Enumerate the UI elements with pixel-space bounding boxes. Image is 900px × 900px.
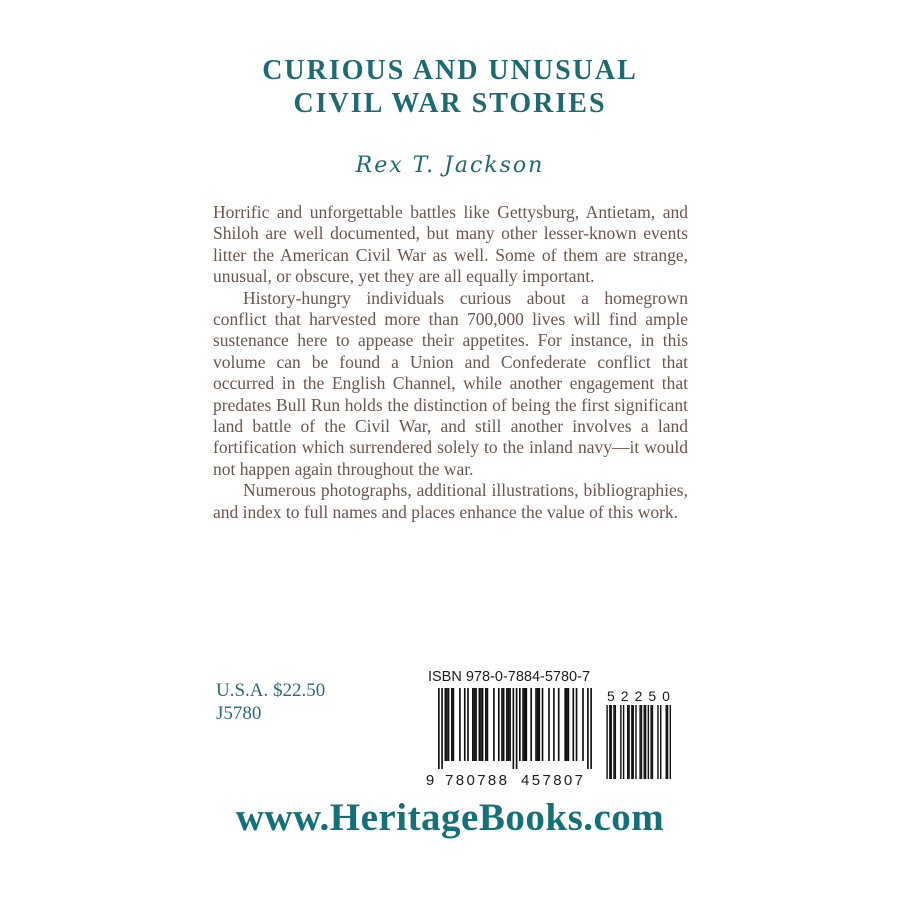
author-name: Rex T. Jackson xyxy=(355,153,545,178)
ean13-barcode-icon xyxy=(424,688,594,790)
barcode-block xyxy=(424,668,676,790)
barcode-supplement xyxy=(601,688,676,781)
synopsis-text xyxy=(213,202,688,523)
price-block xyxy=(216,679,325,725)
supplement-digits-label: 52250 xyxy=(607,688,676,704)
ean5-barcode-icon xyxy=(605,705,671,781)
isbn-label: ISBN 978-0-7884-5780-7 xyxy=(427,669,591,685)
catalog-number: J5780 xyxy=(216,703,262,724)
book-title xyxy=(0,54,900,120)
barcode-human-digits: 780788 xyxy=(445,772,507,789)
barcode-human-digits: 9 xyxy=(425,772,435,789)
price-label: U.S.A. $22.50 xyxy=(216,680,326,701)
barcode-bars-row xyxy=(424,688,676,790)
synopsis-paragraph: History-hungry individuals curious about a homegrown conflict that harvested more than 700,000 lives will find ample sustenance here to appease their appetites. For instance, in this volume can be found a Union and Confederate conflict that occurred in the English Channel, while another engagement that predates Bull Run holds the distinction of being the first significant land battle of the Civil War, and still another involves a land fortification which surrendered solely to the inland navy—it would not happen again throughout the war. xyxy=(213,287,688,479)
book-title-line-1: CURIOUS AND UNUSUAL xyxy=(262,55,638,86)
book-title-line-2: CIVIL WAR STORIES xyxy=(293,88,607,119)
publisher-website: www.HeritageBooks.com xyxy=(235,796,665,839)
synopsis-paragraph: Horrific and unforgettable battles like Gettysburg, Antietam, and Shiloh are well documented, but many other lesser-known events litter the American Civil War as well. Some of them are strange, unusual, or obscure, yet they are all equally important. xyxy=(213,202,688,287)
barcode-human-digits: 457807 xyxy=(521,772,583,789)
synopsis-paragraph: Numerous photographs, additional illustrations, bibliographies, and index to full names and places enhance the value of this work. xyxy=(213,480,688,522)
